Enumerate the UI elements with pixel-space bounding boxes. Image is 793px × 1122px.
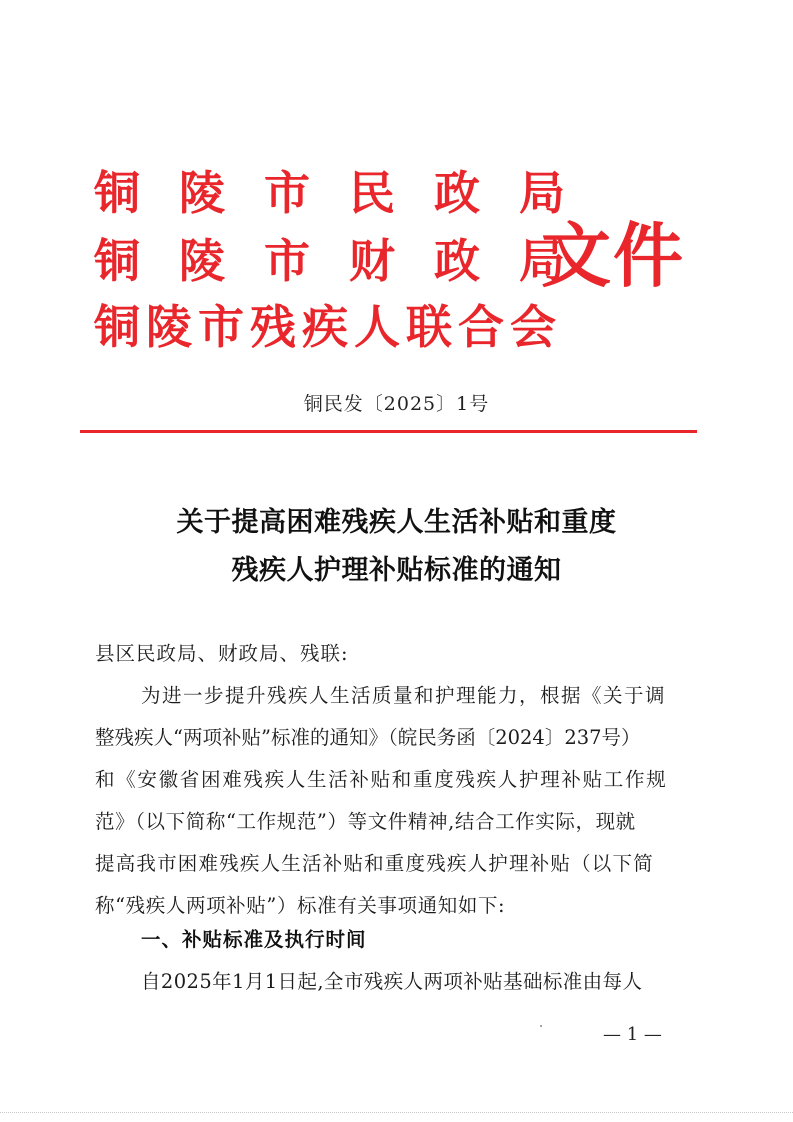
issuer-name-disabled-federation: 铜陵市残疾人联合会 [94, 300, 562, 354]
document-title-line-1: 关于提高困难残疾人生活补贴和重度 [176, 507, 617, 538]
addressee: 县区民政局、财政局、残联: [95, 642, 349, 665]
page-number: — 1 — [603, 1024, 662, 1045]
red-separator-line [80, 430, 697, 433]
issuer-name-civil-affairs: 铜陵市民政局 [94, 166, 604, 220]
scan-bottom-edge [0, 1112, 793, 1114]
document-title-line-2: 残疾人护理补贴标准的通知 [231, 555, 562, 586]
scan-speck [540, 1025, 542, 1027]
paragraph-1-line: 整残疾人“两项补贴”标准的通知》（皖民务函〔2024〕237号） [95, 726, 641, 749]
section-1-heading: 一、补贴标准及执行时间 [141, 928, 367, 951]
paragraph-1-line: 称“残疾人两项补贴”）标准有关事项通知如下: [95, 894, 506, 917]
paragraph-1-line: 为进一步提升残疾人生活质量和护理能力，根据《关于调 [141, 684, 667, 707]
document-number: 铜民发〔2025〕1号 [303, 393, 490, 415]
paragraph-2-line: 自2025年1月1日起,全市残疾人两项补贴基础标准由每人 [141, 970, 643, 993]
document-type-label: 文件 [541, 214, 685, 297]
paragraph-1-line: 和《安徽省困难残疾人生活补贴和重度残疾人护理补贴工作规 [95, 768, 668, 791]
paragraph-1-line: 提高我市困难残疾人生活补贴和重度残疾人护理补贴（以下简 [95, 852, 654, 875]
paragraph-1-line: 范》（以下简称“工作规范”）等文件精神,结合工作实际，现就 [95, 810, 636, 833]
issuer-name-finance: 铜陵市财政局 [94, 234, 604, 288]
